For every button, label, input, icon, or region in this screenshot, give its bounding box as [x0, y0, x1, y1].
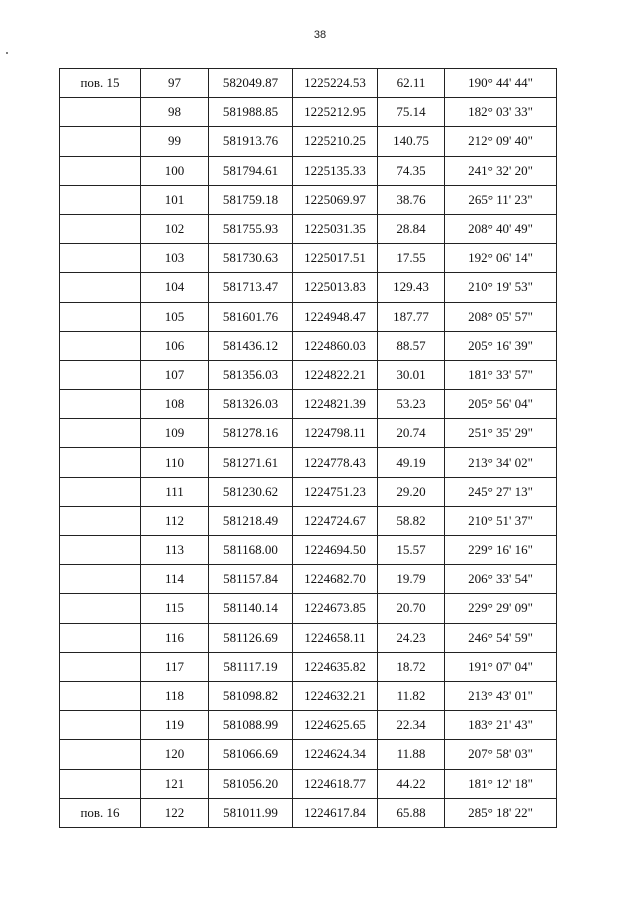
point-number-cell: 110 — [141, 448, 209, 477]
coordinate-y-cell: 1225224.53 — [293, 69, 378, 98]
coordinate-x-cell: 581356.03 — [209, 360, 293, 389]
coordinate-y-cell: 1225135.33 — [293, 156, 378, 185]
segment-length-cell: 75.14 — [378, 98, 445, 127]
segment-length-cell: 11.88 — [378, 740, 445, 769]
table-row — [60, 769, 557, 798]
direction-angle-cell: 212° 09' 40" — [445, 127, 557, 156]
coordinate-x-cell: 582049.87 — [209, 69, 293, 98]
table-row — [60, 127, 557, 156]
point-number-cell: 108 — [141, 390, 209, 419]
parcel-cell — [60, 302, 141, 331]
coordinate-x-cell: 581088.99 — [209, 711, 293, 740]
coordinate-y-cell: 1224618.77 — [293, 769, 378, 798]
coordinate-x-cell: 581326.03 — [209, 390, 293, 419]
parcel-cell: пов. 16 — [60, 798, 141, 827]
point-number-cell: 111 — [141, 477, 209, 506]
coordinate-x-cell: 581157.84 — [209, 565, 293, 594]
segment-length-cell: 24.23 — [378, 623, 445, 652]
table-row — [60, 477, 557, 506]
parcel-cell — [60, 127, 141, 156]
parcel-cell — [60, 185, 141, 214]
segment-length-cell: 11.82 — [378, 681, 445, 710]
direction-angle-cell: 213° 34' 02" — [445, 448, 557, 477]
parcel-cell — [60, 565, 141, 594]
direction-angle-cell: 208° 40' 49" — [445, 214, 557, 243]
point-number-cell: 105 — [141, 302, 209, 331]
coordinate-x-cell: 581140.14 — [209, 594, 293, 623]
coordinate-x-cell: 581271.61 — [209, 448, 293, 477]
direction-angle-cell: 229° 29' 09" — [445, 594, 557, 623]
point-number-cell: 101 — [141, 185, 209, 214]
parcel-cell — [60, 536, 141, 565]
coordinate-y-cell: 1225031.35 — [293, 214, 378, 243]
segment-length-cell: 58.82 — [378, 506, 445, 535]
table-row — [60, 652, 557, 681]
segment-length-cell: 19.79 — [378, 565, 445, 594]
coordinate-x-cell: 581755.93 — [209, 214, 293, 243]
segment-length-cell: 140.75 — [378, 127, 445, 156]
segment-length-cell: 62.11 — [378, 69, 445, 98]
coordinate-x-cell: 581713.47 — [209, 273, 293, 302]
direction-angle-cell: 205° 56' 04" — [445, 390, 557, 419]
point-number-cell: 98 — [141, 98, 209, 127]
coordinate-x-cell: 581218.49 — [209, 506, 293, 535]
coordinates-table-body — [60, 69, 557, 828]
point-number-cell: 104 — [141, 273, 209, 302]
parcel-cell — [60, 448, 141, 477]
table-row — [60, 711, 557, 740]
segment-length-cell: 129.43 — [378, 273, 445, 302]
coordinate-y-cell: 1225212.95 — [293, 98, 378, 127]
table-row — [60, 681, 557, 710]
coordinate-y-cell: 1225017.51 — [293, 244, 378, 273]
direction-angle-cell: 210° 19' 53" — [445, 273, 557, 302]
coordinate-x-cell: 581011.99 — [209, 798, 293, 827]
coordinate-y-cell: 1224673.85 — [293, 594, 378, 623]
coordinate-y-cell: 1224632.21 — [293, 681, 378, 710]
coordinate-x-cell: 581278.16 — [209, 419, 293, 448]
direction-angle-cell: 192° 06' 14" — [445, 244, 557, 273]
direction-angle-cell: 181° 33' 57" — [445, 360, 557, 389]
point-number-cell: 109 — [141, 419, 209, 448]
coordinate-x-cell: 581230.62 — [209, 477, 293, 506]
segment-length-cell: 187.77 — [378, 302, 445, 331]
parcel-cell: пов. 15 — [60, 69, 141, 98]
segment-length-cell: 29.20 — [378, 477, 445, 506]
direction-angle-cell: 183° 21' 43" — [445, 711, 557, 740]
direction-angle-cell: 251° 35' 29" — [445, 419, 557, 448]
direction-angle-cell: 241° 32' 20" — [445, 156, 557, 185]
table-row — [60, 448, 557, 477]
direction-angle-cell: 206° 33' 54" — [445, 565, 557, 594]
parcel-cell — [60, 360, 141, 389]
segment-length-cell: 49.19 — [378, 448, 445, 477]
point-number-cell: 113 — [141, 536, 209, 565]
direction-angle-cell: 181° 12' 18" — [445, 769, 557, 798]
coordinate-y-cell: 1224724.67 — [293, 506, 378, 535]
point-number-cell: 114 — [141, 565, 209, 594]
parcel-cell — [60, 273, 141, 302]
coordinate-y-cell: 1225013.83 — [293, 273, 378, 302]
point-number-cell: 100 — [141, 156, 209, 185]
point-number-cell: 115 — [141, 594, 209, 623]
table-row — [60, 331, 557, 360]
parcel-cell — [60, 681, 141, 710]
table-row — [60, 390, 557, 419]
coordinate-y-cell: 1224821.39 — [293, 390, 378, 419]
coordinate-y-cell: 1224798.11 — [293, 419, 378, 448]
segment-length-cell: 17.55 — [378, 244, 445, 273]
segment-length-cell: 22.34 — [378, 711, 445, 740]
direction-angle-cell: 245° 27' 13" — [445, 477, 557, 506]
table-row — [60, 244, 557, 273]
coordinate-y-cell: 1224751.23 — [293, 477, 378, 506]
parcel-cell — [60, 98, 141, 127]
point-number-cell: 103 — [141, 244, 209, 273]
direction-angle-cell: 191° 07' 04" — [445, 652, 557, 681]
parcel-cell — [60, 594, 141, 623]
coordinate-x-cell: 581730.63 — [209, 244, 293, 273]
point-number-cell: 116 — [141, 623, 209, 652]
table-row — [60, 185, 557, 214]
direction-angle-cell: 205° 16' 39" — [445, 331, 557, 360]
page-number: 38 — [313, 29, 327, 41]
point-number-cell: 122 — [141, 798, 209, 827]
parcel-cell — [60, 769, 141, 798]
coordinate-y-cell: 1224625.65 — [293, 711, 378, 740]
segment-length-cell: 30.01 — [378, 360, 445, 389]
direction-angle-cell: 207° 58' 03" — [445, 740, 557, 769]
segment-length-cell: 20.74 — [378, 419, 445, 448]
point-number-cell: 102 — [141, 214, 209, 243]
table-row — [60, 536, 557, 565]
parcel-cell — [60, 156, 141, 185]
direction-angle-cell: 182° 03' 33" — [445, 98, 557, 127]
coordinate-y-cell: 1224682.70 — [293, 565, 378, 594]
coordinate-y-cell: 1224822.21 — [293, 360, 378, 389]
coordinate-y-cell: 1224694.50 — [293, 536, 378, 565]
parcel-cell — [60, 652, 141, 681]
direction-angle-cell: 229° 16' 16" — [445, 536, 557, 565]
coordinate-y-cell: 1224624.34 — [293, 740, 378, 769]
parcel-cell — [60, 331, 141, 360]
parcel-cell — [60, 711, 141, 740]
direction-angle-cell: 210° 51' 37" — [445, 506, 557, 535]
direction-angle-cell: 246° 54' 59" — [445, 623, 557, 652]
coordinate-x-cell: 581913.76 — [209, 127, 293, 156]
coordinate-x-cell: 581098.82 — [209, 681, 293, 710]
table-row — [60, 740, 557, 769]
point-number-cell: 121 — [141, 769, 209, 798]
table-row — [60, 623, 557, 652]
scan-speck — [6, 52, 8, 54]
coordinate-x-cell: 581126.69 — [209, 623, 293, 652]
table-row — [60, 565, 557, 594]
parcel-cell — [60, 740, 141, 769]
parcel-cell — [60, 244, 141, 273]
parcel-cell — [60, 623, 141, 652]
segment-length-cell: 18.72 — [378, 652, 445, 681]
point-number-cell: 117 — [141, 652, 209, 681]
parcel-cell — [60, 419, 141, 448]
point-number-cell: 106 — [141, 331, 209, 360]
coordinate-y-cell: 1225069.97 — [293, 185, 378, 214]
table-row — [60, 798, 557, 827]
segment-length-cell: 88.57 — [378, 331, 445, 360]
point-number-cell: 119 — [141, 711, 209, 740]
table-row — [60, 419, 557, 448]
parcel-cell — [60, 477, 141, 506]
table-row — [60, 214, 557, 243]
segment-length-cell: 53.23 — [378, 390, 445, 419]
point-number-cell: 120 — [141, 740, 209, 769]
direction-angle-cell: 190° 44' 44" — [445, 69, 557, 98]
point-number-cell: 97 — [141, 69, 209, 98]
coordinate-y-cell: 1224617.84 — [293, 798, 378, 827]
table-row — [60, 69, 557, 98]
point-number-cell: 99 — [141, 127, 209, 156]
table-row — [60, 360, 557, 389]
coordinates-table — [59, 68, 557, 828]
segment-length-cell: 28.84 — [378, 214, 445, 243]
coordinate-y-cell: 1225210.25 — [293, 127, 378, 156]
coordinate-y-cell: 1224658.11 — [293, 623, 378, 652]
table-row — [60, 302, 557, 331]
coordinate-y-cell: 1224948.47 — [293, 302, 378, 331]
segment-length-cell: 65.88 — [378, 798, 445, 827]
segment-length-cell: 74.35 — [378, 156, 445, 185]
coordinate-x-cell: 581056.20 — [209, 769, 293, 798]
coordinate-x-cell: 581436.12 — [209, 331, 293, 360]
point-number-cell: 107 — [141, 360, 209, 389]
coordinate-x-cell: 581794.61 — [209, 156, 293, 185]
segment-length-cell: 38.76 — [378, 185, 445, 214]
direction-angle-cell: 285° 18' 22" — [445, 798, 557, 827]
coordinate-y-cell: 1224635.82 — [293, 652, 378, 681]
coordinate-x-cell: 581117.19 — [209, 652, 293, 681]
table-row — [60, 156, 557, 185]
segment-length-cell: 15.57 — [378, 536, 445, 565]
coordinate-x-cell: 581988.85 — [209, 98, 293, 127]
coordinate-x-cell: 581168.00 — [209, 536, 293, 565]
table-row — [60, 594, 557, 623]
point-number-cell: 112 — [141, 506, 209, 535]
table-row — [60, 98, 557, 127]
table-row — [60, 506, 557, 535]
direction-angle-cell: 213° 43' 01" — [445, 681, 557, 710]
point-number-cell: 118 — [141, 681, 209, 710]
parcel-cell — [60, 506, 141, 535]
table-row — [60, 273, 557, 302]
coordinate-x-cell: 581601.76 — [209, 302, 293, 331]
direction-angle-cell: 208° 05' 57" — [445, 302, 557, 331]
coordinate-y-cell: 1224778.43 — [293, 448, 378, 477]
parcel-cell — [60, 214, 141, 243]
segment-length-cell: 20.70 — [378, 594, 445, 623]
direction-angle-cell: 265° 11' 23" — [445, 185, 557, 214]
coordinate-y-cell: 1224860.03 — [293, 331, 378, 360]
coordinate-x-cell: 581759.18 — [209, 185, 293, 214]
parcel-cell — [60, 390, 141, 419]
coordinate-x-cell: 581066.69 — [209, 740, 293, 769]
segment-length-cell: 44.22 — [378, 769, 445, 798]
